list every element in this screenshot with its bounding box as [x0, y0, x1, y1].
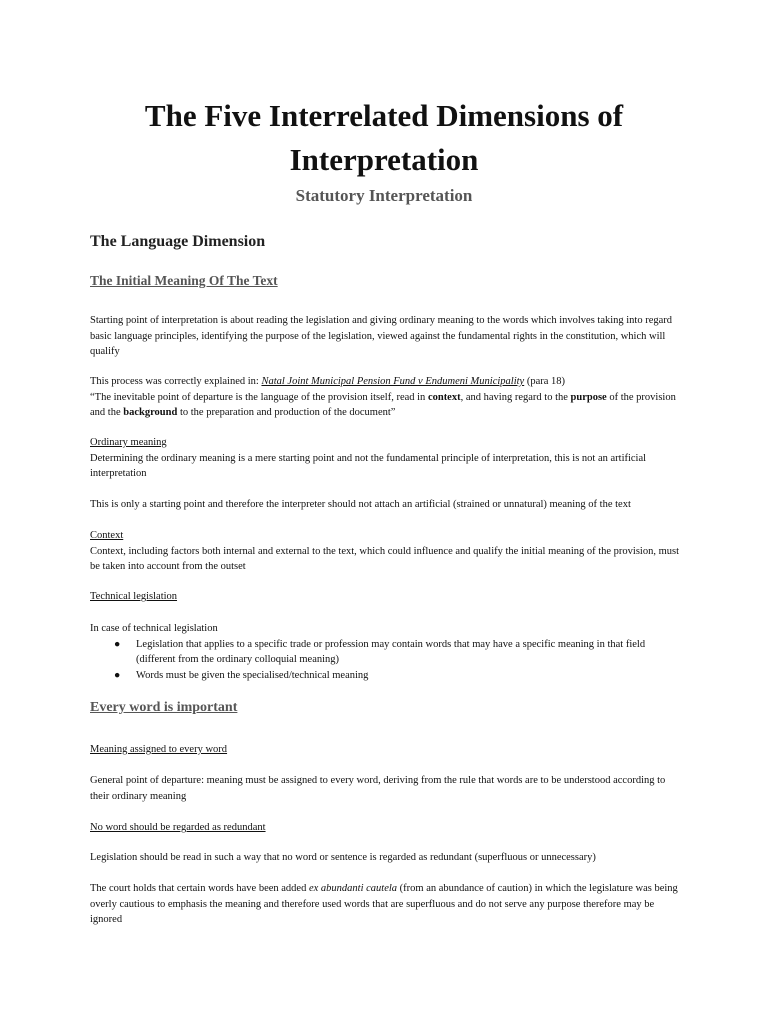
quote-part-d: to the preparation and production of the document” — [177, 407, 396, 418]
paragraph-only-starting-point: This is only a starting point and therefore the interpreter should not attach an artificial (strained or unnatural) meaning of the text — [90, 499, 631, 510]
bullet-dot: ● — [114, 638, 121, 650]
assigned-label-text: Meaning assigned to every word — [90, 744, 228, 755]
section-heading-every-word: Every word is important — [90, 700, 238, 715]
text-context: Context, including factors both internal and external to the text, which could influence and qualify the initial meaning of the provision, must be taken into account from the outset — [90, 545, 680, 572]
paragraph-court-holds — [90, 881, 680, 928]
bullet-dot: ● — [114, 669, 121, 681]
quote-part-a: “The inevitable point of departure is the language of the provision itself, read in — [90, 391, 428, 403]
paragraph-ordinary-meaning — [90, 435, 680, 482]
label-ordinary-meaning: Ordinary meaning — [90, 437, 167, 448]
quote-background: background — [123, 407, 178, 418]
court-latin: ex abundanti cautela — [308, 883, 398, 894]
list-item — [90, 668, 680, 684]
bullet-text-1: Legislation that applies to a specific trade or profession may contain words that may have a specific meaning in that field (different from the ordinary colloquial meaning) — [136, 638, 646, 665]
text-ordinary-meaning: Determining the ordinary meaning is a mere starting point and not the fundamental principle of interpretation, this is not an artificial interpretation — [90, 452, 647, 479]
label-technical-legislation — [90, 589, 680, 605]
quote-part-b: , and having regard to the — [460, 391, 571, 403]
paragraph-meaning-assigned: General point of departure: meaning must be assigned to every word, deriving from the rule that words are to be understood according to their ordinary meaning — [90, 775, 666, 802]
document-title — [0, 94, 768, 182]
bullet-text-2: Words must be given the specialised/technical meaning — [136, 669, 369, 681]
subheading-initial-meaning: The Initial Meaning Of The Text — [90, 273, 278, 288]
paragraph-no-redundant: Legislation should be read in such a way that no word or sentence is regarded as redundant (superfluous or unnecessary) — [90, 852, 596, 863]
title-line-1: The Five Interrelated Dimensions of — [144, 98, 624, 133]
paragraph-context — [90, 528, 680, 575]
technical-bullet-list — [90, 637, 680, 684]
case-para: (para 18) — [524, 376, 566, 387]
document-subtitle: Statutory Interpretation — [295, 186, 473, 205]
technical-intro: In case of technical legislation — [90, 623, 218, 634]
quote-context: context — [427, 391, 461, 403]
redundant-label-text: No word should be regarded as redundant — [90, 822, 266, 833]
quote-purpose: purpose — [570, 391, 607, 403]
quote-part-c: of the provision and the — [90, 391, 676, 418]
section-heading-language: The Language Dimension — [90, 233, 266, 250]
technical-label-text: Technical legislation — [90, 591, 178, 602]
paragraph-starting-point: Starting point of interpretation is about reading the legislation and giving ordinary meaning to the words which involves taking into regard basic language principles, identifying the purpose of the legislation, viewed against the fundamental rights in the constitution, which will qualify — [90, 315, 673, 357]
label-no-redundant — [90, 820, 680, 836]
court-part-a: The court holds that certain words have been added — [90, 883, 309, 894]
label-context: Context — [90, 530, 124, 541]
court-part-b: (from an abundance of caution) in which the legislature was being overly cautious to emphasis the meaning and therefore used words that are superfluous and do not serve any purpose therefore may be ignored — [90, 883, 678, 925]
paragraph-case-explained — [90, 374, 680, 421]
paragraph-technical-legislation — [90, 621, 680, 683]
list-item — [90, 637, 680, 668]
case-name: Natal Joint Municipal Pension Fund v Endumeni Municipality — [261, 376, 525, 387]
case-intro: This process was correctly explained in: — [90, 376, 262, 387]
title-line-2: Interpretation — [289, 142, 479, 177]
label-meaning-assigned — [90, 742, 680, 758]
